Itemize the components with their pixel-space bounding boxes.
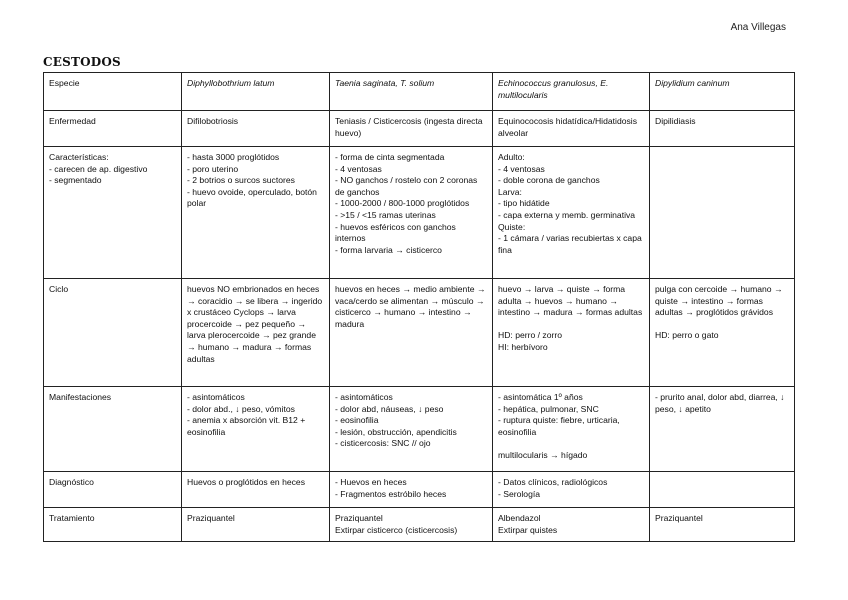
table-cell bbox=[330, 147, 493, 279]
table-cell bbox=[493, 279, 650, 387]
cell-line: huevos en heces → medio ambiente → vaca/cerdo se alimentan → músculo → cisticerco → humano → intestino → madura bbox=[335, 284, 486, 329]
column-header-taenia: Taenia saginata, T. solium bbox=[330, 73, 493, 111]
cell-line: Características: bbox=[49, 152, 109, 162]
cell-line bbox=[655, 319, 789, 331]
cell-line: - NO ganchos / rostelo con 2 coronas de ganchos bbox=[335, 175, 478, 197]
cell-line: - capa externa y memb. germinativa bbox=[498, 209, 636, 220]
cell-line: - asintomáticos bbox=[187, 392, 245, 402]
row-tratamiento bbox=[44, 508, 795, 542]
cell-line bbox=[498, 438, 644, 450]
table-cell bbox=[182, 508, 330, 542]
cell-line: - carecen de ap. digestivo bbox=[49, 163, 148, 174]
column-header-echinococcus: Echinococcus granulosus, E. multilocularis bbox=[493, 73, 650, 111]
cell-line: - Datos clínicos, radiológicos bbox=[498, 477, 608, 487]
table-cell bbox=[182, 147, 330, 279]
table-cell bbox=[650, 472, 795, 508]
cell-line: Diagnóstico bbox=[49, 477, 94, 487]
cell-line: Tratamiento bbox=[49, 513, 95, 523]
column-header-diphyllobothrium: Diphyllobothrium latum bbox=[182, 73, 330, 111]
column-header-especie: Especie bbox=[44, 73, 182, 111]
row-diagnostico bbox=[44, 472, 795, 508]
cell-line: - prurito anal, dolor abd, diarrea, ↓ peso, ↓ apetito bbox=[655, 392, 785, 414]
cell-line: Huevos o proglótidos en heces bbox=[187, 477, 306, 487]
cell-line: Adulto: bbox=[498, 152, 525, 162]
cell-line: Praziquantel bbox=[187, 513, 235, 523]
row-label bbox=[44, 472, 182, 508]
table-cell bbox=[182, 472, 330, 508]
row-caracteristicas bbox=[44, 147, 795, 279]
row-enfermedad bbox=[44, 111, 795, 147]
table-cell bbox=[493, 472, 650, 508]
cell-line: Enfermedad bbox=[49, 116, 96, 126]
cell-line: - dolor abd., ↓ peso, vómitos bbox=[187, 403, 295, 414]
table-cell bbox=[182, 387, 330, 472]
table-cell bbox=[650, 147, 795, 279]
table-cell bbox=[650, 279, 795, 387]
row-label bbox=[44, 508, 182, 542]
cell-line: Ciclo bbox=[49, 284, 69, 294]
table-cell bbox=[182, 111, 330, 147]
cell-line: - lesión, obstrucción, apendicitis bbox=[335, 426, 457, 437]
cell-line: HI: herbívoro bbox=[498, 341, 548, 352]
cell-line: - dolor abd, náuseas, ↓ peso bbox=[335, 403, 444, 414]
table-cell bbox=[493, 147, 650, 279]
cell-line: Larva: bbox=[498, 186, 522, 197]
cell-line: - segmentado bbox=[49, 175, 102, 186]
cell-line: - 1 cámara / varias recubiertas x capa fina bbox=[498, 233, 642, 255]
cell-line: - Huevos en heces bbox=[335, 477, 407, 487]
table-cell bbox=[330, 472, 493, 508]
table-cell bbox=[650, 508, 795, 542]
cell-line: - poro uterino bbox=[187, 163, 239, 174]
table-cell bbox=[650, 111, 795, 147]
cell-line: - doble corona de ganchos bbox=[498, 175, 600, 186]
cell-line: - 1000-2000 / 800-1000 proglótidos bbox=[335, 198, 470, 209]
cell-line: - anemia x absorción vit. B12 + eosinofilia bbox=[187, 415, 306, 437]
cell-line: Difilobotriosis bbox=[187, 116, 239, 126]
cell-line: - >15 / <15 ramas uterinas bbox=[335, 209, 436, 220]
row-manifestaciones bbox=[44, 387, 795, 472]
cell-line: - huevo ovoide, operculado, botón polar bbox=[187, 186, 317, 209]
cell-line: Quiste: bbox=[498, 221, 526, 232]
row-ciclo bbox=[44, 279, 795, 387]
cell-line: Praziquantel bbox=[335, 513, 383, 523]
cell-line: - forma larvaria → cisticerco bbox=[335, 244, 442, 255]
row-label bbox=[44, 279, 182, 387]
cell-line: HD: perro o gato bbox=[655, 330, 719, 341]
cell-line: multilocularis → hígado bbox=[498, 449, 588, 460]
cell-line bbox=[498, 319, 644, 331]
cell-line: - 2 botrios o surcos suctores bbox=[187, 175, 295, 186]
cell-line: Teniasis / Cisticercosis (ingesta directa huevo) bbox=[335, 116, 483, 138]
cell-line: pulga con cercoide → humano → quiste → intestino → formas adultas → proglótidos grávidos bbox=[655, 284, 783, 318]
cell-line: - 4 ventosas bbox=[335, 163, 382, 174]
cell-line: Praziquantel bbox=[655, 513, 703, 523]
cell-line: - Serología bbox=[498, 488, 541, 499]
cell-line: - asintomática 1º años bbox=[498, 392, 583, 402]
author-name: Ana Villegas bbox=[730, 22, 786, 33]
cell-line: - eosinofilia bbox=[335, 415, 379, 426]
cestodos-table bbox=[43, 72, 795, 542]
cell-line: Equinococosis hidatídica/Hidatidosis alveolar bbox=[498, 116, 638, 138]
table-cell bbox=[493, 508, 650, 542]
table-cell bbox=[330, 111, 493, 147]
cell-line: - 4 ventosas bbox=[498, 163, 545, 174]
cell-line: huevos NO embrionados en heces → coracidio → se libera → ingerido x crustáceo Cyclops → larva procercoide → pez pequeño → larva plerocercoide → pez grande → humano → madura → formas adultas bbox=[187, 284, 323, 364]
table-cell bbox=[493, 387, 650, 472]
cell-line: HD: perro / zorro bbox=[498, 330, 562, 341]
cell-line: - ruptura quiste: fiebre, urticaria, eosinofilia bbox=[498, 415, 620, 437]
header-row bbox=[44, 73, 795, 111]
row-label bbox=[44, 111, 182, 147]
table-cell bbox=[330, 279, 493, 387]
cell-line: Extirpar cisticerco (cisticercosis) bbox=[335, 524, 458, 535]
cell-line: huevo → larva → quiste → forma adulta → huevos → humano → intestino → madura → formas adultas bbox=[498, 284, 643, 318]
cell-line: - tipo hidátide bbox=[498, 198, 550, 209]
cell-line: Extirpar quistes bbox=[498, 524, 558, 535]
cell-line: - Fragmentos estróbilo heces bbox=[335, 488, 447, 499]
cell-line: Manifestaciones bbox=[49, 392, 112, 402]
cell-line: - cisticercosis: SNC // ojo bbox=[335, 438, 431, 449]
table-cell bbox=[493, 111, 650, 147]
cell-line: - huevos esféricos con ganchos internos bbox=[335, 221, 456, 244]
table-cell bbox=[330, 387, 493, 472]
table-cell bbox=[330, 508, 493, 542]
table-cell bbox=[182, 279, 330, 387]
cell-line: - hasta 3000 proglótidos bbox=[187, 152, 280, 162]
row-label bbox=[44, 147, 182, 279]
cell-line: Albendazol bbox=[498, 513, 541, 523]
cell-line: - asintomáticos bbox=[335, 392, 393, 402]
document-title: CESTODOS bbox=[43, 55, 121, 69]
column-header-dipylidium: Dipylidium caninum bbox=[650, 73, 795, 111]
row-label bbox=[44, 387, 182, 472]
cell-line: - forma de cinta segmentada bbox=[335, 152, 445, 162]
cell-line: - hepática, pulmonar, SNC bbox=[498, 403, 599, 414]
table-cell bbox=[650, 387, 795, 472]
cell-line: Dipilidiasis bbox=[655, 116, 696, 126]
